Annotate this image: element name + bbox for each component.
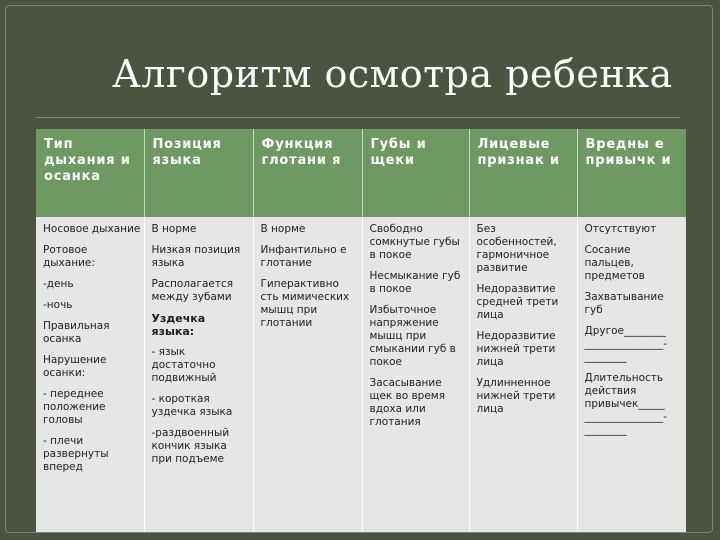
cell-item: - переднее положение головы [43,388,106,426]
cell-item: Длительность действия привычек_____ _______________- ________ [584,372,668,436]
cell-item: Правильная осанка [43,320,110,345]
cell-item: Недоразвитие средней трети лица [476,283,559,321]
cell-item: Свободно сомкнутые губы в покое [369,223,460,261]
table-cell [144,217,253,532]
cell-item: Без особенностей, гармоничное развитие [476,223,557,274]
cell-item: Несмыкание губ в покое [369,270,461,295]
table-header-row [36,129,686,217]
table-row [36,217,686,532]
column-header: Лицевые признак и [469,129,577,217]
column-header: Тип дыхания и осанка [36,129,144,217]
cell-item: Сосание пальцев, предметов [584,244,645,282]
title-divider [36,117,680,118]
cell-item: Нарушение осанки: [43,354,107,379]
cell-item: -ночь [43,299,73,311]
exam-table [36,129,686,532]
cell-item: -раздвоенный кончик языка при подъеме [151,427,230,465]
cell-item: -день [43,278,74,290]
cell-item: Недоразвитие нижней трети лица [476,330,556,368]
cell-item: Уздечка языка: [151,312,206,338]
cell-item: - короткая уздечка языка [151,393,233,418]
column-header: Вредны е привычк и [577,129,686,217]
cell-item: Низкая позиция языка [151,244,241,269]
column-header: Губы и щеки [362,129,469,217]
table-cell [253,217,362,532]
cell-item: Отсутствуют [584,223,657,235]
table-cell [36,217,144,532]
cell-item: Удлинненное нижней трети лица [476,377,556,415]
cell-item: В норме [260,223,306,235]
cell-item: Ротовое дыхание: [43,244,95,269]
cell-item: - язык достаточно подвижный [151,346,217,384]
cell-item: Инфантильно е глотание [260,244,347,269]
column-header: Позиция языка [144,129,253,217]
table-cell [469,217,577,532]
column-header: Функция глотани я [253,129,362,217]
cell-item: Гиперактивно сть мимических мышц при глотании [260,278,350,329]
table-cell [577,217,686,532]
cell-item: Избыточное напряжение мышц при смыкании губ в покое [369,304,456,368]
cell-item: В норме [151,223,197,235]
cell-item: Располагается между зубами [151,278,234,303]
cell-item: Другое________ _______________- ________ [584,325,668,363]
cell-item: - плечи развернуты вперед [43,435,109,473]
cell-item: Захватывание губ [584,291,664,316]
slide-title: Алгоритм осмотра ребенка [112,52,673,96]
table-cell [362,217,469,532]
cell-item: Засасывание щек во время вдоха или глотания [369,377,446,428]
cell-item: Носовое дыхание [43,223,141,235]
